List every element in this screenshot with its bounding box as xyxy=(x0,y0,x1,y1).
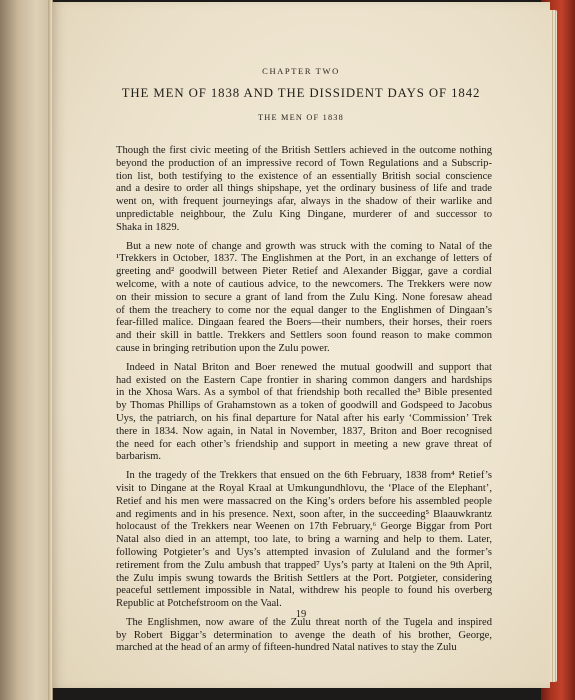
text-line: had existed on the Eastern Cape frontier in sharing common dangers and hardships xyxy=(116,374,492,386)
text-line: Uys, the patriarch, on his final departure for Natal after his early ‘Commission’ Trek xyxy=(116,412,492,424)
text-line: there in 1834. Now again, in Natal in November, 1837, Briton and Boer recognised xyxy=(116,425,492,437)
text-line: tion list, both testifying to the existence of an essentially British social conscience xyxy=(116,170,492,182)
section-title: THE MEN OF 1838 xyxy=(258,113,344,122)
text-line: by Robert Biggar’s determination to avenge the death of his brother, George, xyxy=(116,629,492,641)
text-line: of them the treachery to come nor the equal danger to the Englishmen of Dingaan’s xyxy=(116,304,492,316)
text-line: The Englishmen, now aware of the Zulu threat north of the Tugela and inspired xyxy=(126,616,492,628)
previous-page-fold xyxy=(0,0,53,700)
chapter-label: CHAPTER TWO xyxy=(262,66,340,76)
text-line: visit to Dingane at the Royal Kraal at Umkungundhlovu, the ‘Place of the Elephant’, xyxy=(116,482,492,494)
text-line: Retief and his men were massacred on the King’s orders before his assembled people xyxy=(116,495,492,507)
chapter-title: THE MEN OF 1838 AND THE DISSIDENT DAYS OF 1842 xyxy=(121,86,481,100)
text-line: Though the first civic meeting of the British Settlers achieved in the outcome nothing xyxy=(116,145,492,156)
text-line: and regiments and in his presence. Next, soon after, in the succeeding⁵ Blaauwkrantz xyxy=(116,508,492,520)
paragraph xyxy=(116,617,492,655)
text-line: marched at the head of an army of fifteen-hundred Natal natives to stay the Zulu xyxy=(116,642,457,654)
text-line: cause in bringing retribution upon the Zulu power. xyxy=(116,342,330,354)
text-line: fear-filled malice. Dingaan feared the Boers—their numbers, their horses, their roers xyxy=(116,317,492,329)
text-line: and a desire to order all things shipshape, yet the ordinary business of life and trade xyxy=(116,183,492,195)
paragraph xyxy=(116,145,492,235)
book-page xyxy=(52,2,550,688)
paragraph xyxy=(116,470,492,611)
page-number: 19 xyxy=(295,609,307,620)
text-line: greeting and² goodwill between Pieter Retief and Alexander Biggar, gave a cordial xyxy=(116,266,492,278)
text-line: Republic at Potchefstroom on the Vaal. xyxy=(116,598,282,610)
text-line: retirement from the Zulu ambush that trapped⁷ Uys’s party at Italeni on the 9th April, xyxy=(116,559,492,571)
text-line: the Zulu impis swung towards the British Settlers at the Port. Potgieter, considering xyxy=(116,572,492,584)
text-line: in the Xhosa Wars. As a symbol of that friendship both recalled the³ Bible presented xyxy=(116,387,492,399)
body-text xyxy=(116,145,492,661)
text-line: Shaka in 1829. xyxy=(116,221,180,233)
text-line: on their mission to secure a grant of land from the Zulu King. None foresaw ahead xyxy=(116,291,492,303)
text-line: holocaust of the Trekkers near Weenen on 17th February,⁶ George Biggar from Port xyxy=(116,521,492,533)
text-line: and their skill in battle. Trekkers and Settlers soon found reason to make common xyxy=(116,330,492,342)
text-line: Natal also died in an attempt, too late, to bring a warning and help to them. Later, xyxy=(116,534,492,546)
text-line: beyond the production of an impressive record of Town Regulations and a Subscrip- xyxy=(116,157,492,169)
text-line: welcome, with a note of cautious advice, to the newcomers. The Trekkers were now xyxy=(116,278,492,290)
text-line: But a new note of change and growth was struck with the coming to Natal of the xyxy=(126,240,492,252)
text-line: ¹Trekkers in October, 1837. The Englishmen at the Port, in an exchange of letters of xyxy=(116,253,492,265)
text-line: barbarism. xyxy=(116,451,162,463)
paragraph xyxy=(116,362,492,464)
text-line: by Thomas Phillips of Grahamstown as a token of goodwill and Godspeed to Jacobus xyxy=(116,400,492,412)
text-line: following Potgieter’s and Uys’s attempted invasion of Zululand and the former’s xyxy=(116,546,492,558)
text-line: peaceful settlement impossible in Natal, withdrew his people to found his overberg xyxy=(116,585,492,597)
text-line: went on, with frequent journeyings afar, always in the shadow of their warlike and xyxy=(116,196,492,208)
text-line: In the tragedy of the Trekkers that ensued on the 6th February, 1838 from⁴ Retief’s xyxy=(126,470,492,482)
text-line: Indeed in Natal Briton and Boer renewed the mutual goodwill and support that xyxy=(126,361,492,373)
text-line: the need for each other’s friendship and support in meeting a new grave threat of xyxy=(116,438,492,450)
text-line: unpredictable neighbour, the Zulu King Dingane, murderer of and successor to xyxy=(116,208,492,220)
paragraph xyxy=(116,241,492,356)
